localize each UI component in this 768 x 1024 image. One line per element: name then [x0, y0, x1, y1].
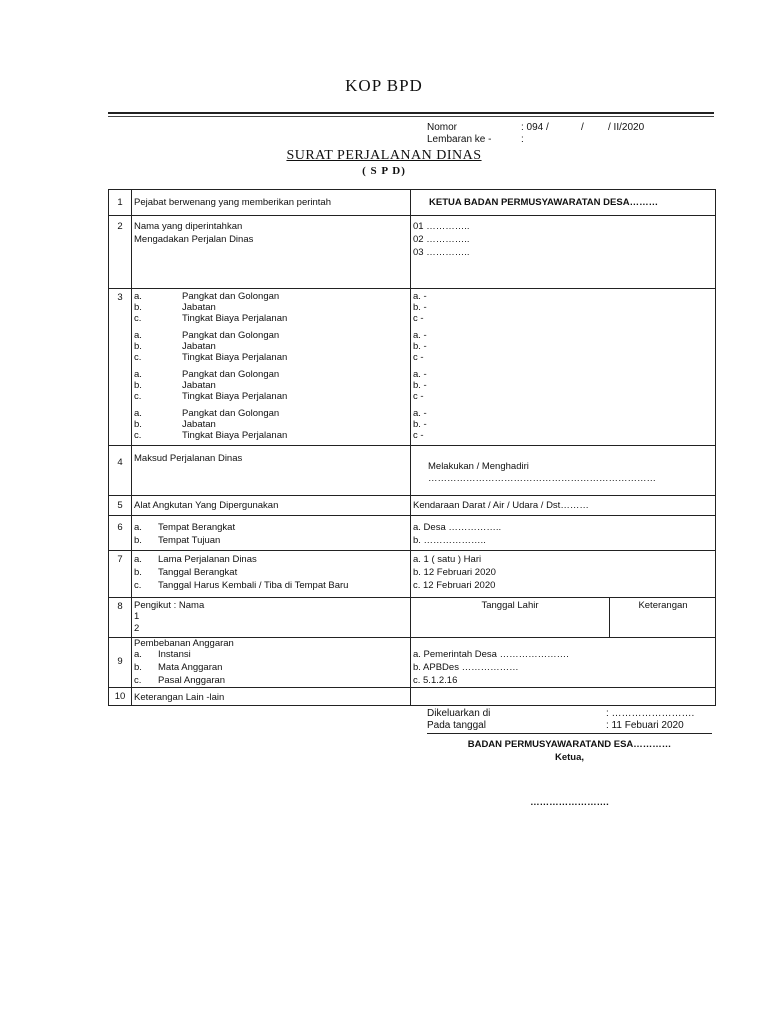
row3-value: c - [413, 430, 424, 441]
spd-table [108, 189, 716, 706]
row8-number: 2 [134, 623, 140, 634]
row7-value: a. 1 ( satu ) Hari [413, 554, 482, 565]
row-number: 5 [117, 500, 123, 511]
row-number: 8 [117, 601, 123, 612]
header-rule-thick [108, 112, 714, 114]
row7-label: Tanggal Berangkat [158, 567, 238, 578]
row3-label: Tingkat Biaya Perjalanan [182, 430, 288, 441]
table-row [109, 289, 716, 446]
row3-label: Jabatan [182, 419, 216, 430]
table-row [109, 516, 716, 551]
row7-label: Tanggal Harus Kembali / Tiba di Tempat Baru [158, 580, 349, 591]
row-number: 2 [117, 221, 123, 232]
row3-value: c - [413, 352, 424, 363]
row3-value: b. - [413, 380, 427, 391]
row9-value: c. 5.1.2.16 [413, 675, 458, 686]
row3-value: a. - [413, 408, 427, 419]
table-row [109, 688, 716, 706]
row9-sublabel: Mata Anggaran [158, 662, 223, 673]
row8-number: 1 [134, 611, 140, 622]
dikeluarkan-value: : ……………………. [606, 708, 695, 719]
row-number: 6 [117, 522, 123, 533]
row2-value-3: 03 ………….. [413, 247, 470, 258]
row3-label: Tingkat Biaya Perjalanan [182, 313, 288, 324]
document-subtitle: ( S P D) [362, 165, 406, 177]
signature-line: ……………………. [530, 797, 609, 808]
row4-label: Maksud Perjalanan Dinas [134, 453, 243, 464]
row6-letter: a. [134, 522, 142, 533]
row7-letter: b. [134, 567, 142, 578]
row3-letter: b. [134, 380, 142, 391]
row3-value: b. - [413, 302, 427, 313]
row1-label: Pejabat berwenang yang memberikan perintah [134, 197, 331, 208]
row6-value: a. Desa …………….. [413, 522, 502, 533]
row3-label: Jabatan [182, 302, 216, 313]
row3-letter: c. [134, 352, 142, 363]
row4-value-dots: ……………………………………………………………… [428, 473, 656, 484]
row7-value: c. 12 Februari 2020 [413, 580, 496, 591]
row3-letter: a. [134, 408, 142, 419]
row3-letter: b. [134, 302, 142, 313]
lembaran-label: Lembaran ke - [427, 134, 492, 145]
row3-letter: c. [134, 430, 142, 441]
row3-letter: a. [134, 330, 142, 341]
row3-labels [132, 289, 410, 445]
document-title: SURAT PERJALANAN DINAS [286, 148, 482, 163]
row9-value: a. Pemerintah Desa …………………. [413, 649, 569, 660]
row3-label: Tingkat Biaya Perjalanan [182, 391, 288, 402]
table-row [109, 496, 716, 516]
row3-label: Jabatan [182, 341, 216, 352]
row9-letter: a. [134, 649, 142, 660]
row8-tanggal-lahir: Tanggal Lahir [481, 600, 539, 611]
row3-values [411, 289, 715, 445]
row9-sublabel: Pasal Anggaran [158, 675, 226, 686]
table-row [109, 598, 716, 638]
row-number: 9 [117, 656, 123, 667]
nomor-value: : 094 / [521, 122, 549, 133]
row7-letter: a. [134, 554, 142, 565]
row-number: 3 [117, 292, 123, 303]
row-number: 1 [117, 197, 123, 208]
row2-value-2: 02 ………….. [413, 234, 470, 245]
row8-label: Pengikut : Nama [134, 600, 205, 611]
row9-sublabel: Instansi [158, 649, 191, 660]
row7-value: b. 12 Februari 2020 [413, 567, 496, 578]
row6-letter: b. [134, 535, 142, 546]
tanggal-label: Pada tanggal [427, 720, 486, 731]
row4-value: Melakukan / Menghadiri [428, 461, 529, 472]
table-row [109, 190, 716, 216]
kop-heading: KOP BPD [345, 76, 423, 95]
row6-label: Tempat Tujuan [158, 535, 221, 546]
row3-label: Pangkat dan Golongan [182, 330, 280, 341]
row2-label-2: Mengadakan Perjalan Dinas [134, 234, 254, 245]
row-number: 4 [117, 457, 123, 468]
row2-value-1: 01 ………….. [413, 221, 470, 232]
row3-value: c - [413, 313, 424, 324]
row6-value: b. ……………….. [413, 535, 486, 546]
header-rule-thin [108, 116, 714, 117]
nomor-year: / II/2020 [608, 122, 645, 133]
row-number: 7 [117, 554, 123, 565]
table-row [109, 551, 716, 598]
row3-value: b. - [413, 341, 427, 352]
row5-value: Kendaraan Darat / Air / Udara / Dst……… [413, 500, 589, 511]
row3-value: a. - [413, 369, 427, 380]
row10-label: Keterangan Lain -lain [134, 692, 225, 703]
row3-letter: b. [134, 341, 142, 352]
table-row [109, 216, 716, 289]
row3-value: c - [413, 391, 424, 402]
table-row [109, 446, 716, 496]
row3-value: b. - [413, 419, 427, 430]
row3-letter: c. [134, 391, 142, 402]
row9-label: Pembebanan Anggaran [134, 638, 234, 649]
signature-role: Ketua, [554, 752, 585, 763]
nomor-slash: / [581, 122, 584, 133]
signature-org: BADAN PERMUSYAWARATAND ESA………… [467, 739, 672, 750]
footer-rule [427, 733, 712, 734]
row9-letter: b. [134, 662, 142, 673]
row3-label: Pangkat dan Golongan [182, 408, 280, 419]
row3-label: Jabatan [182, 380, 216, 391]
row3-letter: c. [134, 313, 142, 324]
row3-letter: a. [134, 369, 142, 380]
row3-label: Pangkat dan Golongan [182, 369, 280, 380]
row9-value: b. APBDes ……………… [413, 662, 519, 673]
dikeluarkan-label: Dikeluarkan di [427, 708, 491, 719]
row3-letter: a. [134, 291, 142, 302]
row3-value: a. - [413, 291, 427, 302]
row5-label: Alat Angkutan Yang Dipergunakan [134, 500, 279, 511]
row2-label-1: Nama yang diperintahkan [134, 221, 243, 232]
tanggal-value: : 11 Febuari 2020 [606, 720, 684, 731]
row8-keterangan: Keterangan [638, 600, 688, 611]
row1-value: KETUA BADAN PERMUSYAWARATAN DESA……… [429, 197, 659, 208]
row7-label: Lama Perjalanan Dinas [158, 554, 257, 565]
nomor-label: Nomor [427, 122, 458, 133]
lembaran-value: : [521, 134, 524, 145]
row3-label: Tingkat Biaya Perjalanan [182, 352, 288, 363]
row3-value: a. - [413, 330, 427, 341]
row3-letter: b. [134, 419, 142, 430]
table-row [109, 638, 716, 688]
row-number: 10 [114, 691, 126, 702]
row6-label: Tempat Berangkat [158, 522, 236, 533]
row3-label: Pangkat dan Golongan [182, 291, 280, 302]
row7-letter: c. [134, 580, 142, 591]
row9-letter: c. [134, 675, 142, 686]
